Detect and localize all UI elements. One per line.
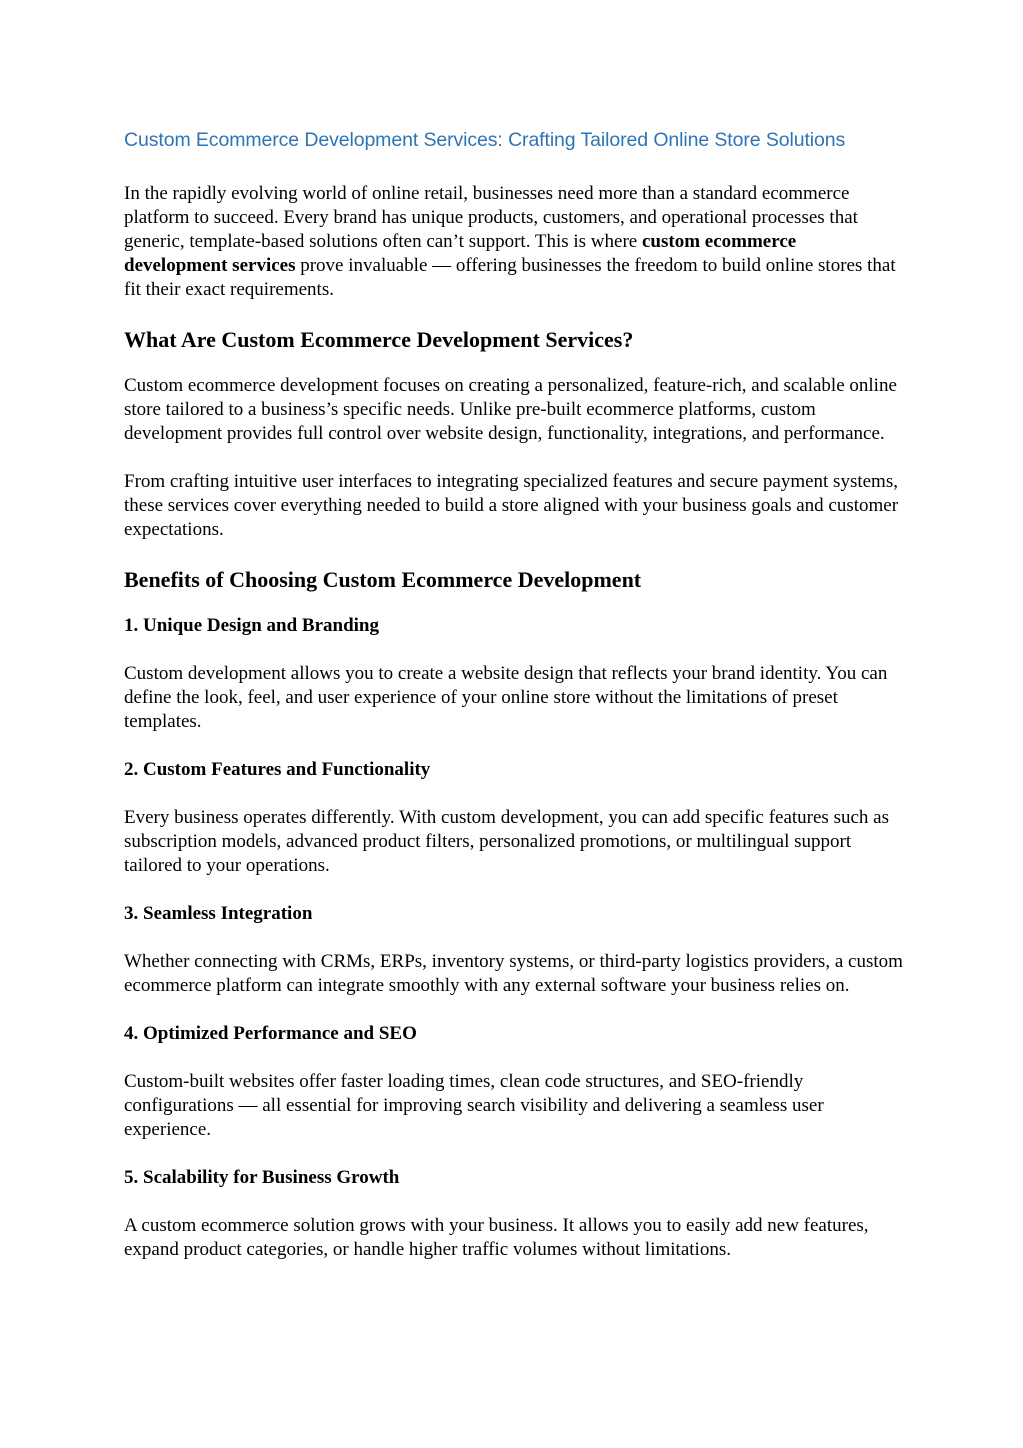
document-page [124,126,904,1286]
section-heading-benefits: Benefits of Choosing Custom Ecommerce Development [124,567,642,592]
benefit-text: Custom-built websites offer faster loading times, clean code structures, and SEO-friendly configurations — all essential for improving search visibility and delivering a seamless user experience. [124,1071,824,1140]
section-heading-what-are: What Are Custom Ecommerce Development Services? [124,327,634,352]
benefit-title: 1. Unique Design and Branding [124,615,379,636]
benefit-title: 5. Scalability for Business Growth [124,1167,400,1188]
benefit-title: 2. Custom Features and Functionality [124,759,431,780]
benefit-title: 4. Optimized Performance and SEO [124,1023,417,1044]
intro-text-after: prove invaluable — offering businesses the freedom to build online stores that fit their exact requirements. [124,255,896,300]
benefit-text: Whether connecting with CRMs, ERPs, inventory systems, or third-party logistics providers, a custom ecommerce platform can integrate smoothly with any external software your business relies on. [124,951,903,996]
intro-text-before: In the rapidly evolving world of online retail, businesses need more than a standard ecommerce platform to succeed. Every brand has unique products, customers, and operational processes that generic, template-based solutions often can’t support. This is where [124,183,858,252]
section1-paragraph: From crafting intuitive user interfaces to integrating specialized features and secure payment systems, these services cover everything needed to build a store aligned with your business goals and customer expectations. [124,471,899,540]
benefit-text: A custom ecommerce solution grows with your business. It allows you to easily add new features, expand product categories, or handle higher traffic volumes without limitations. [124,1215,869,1260]
section1-paragraph: Custom ecommerce development focuses on creating a personalized, feature-rich, and scalable online store tailored to a business’s specific needs. Unlike pre-built ecommerce platforms, custom development provides full control over website design, functionality, integrations, and performance. [124,375,897,444]
benefit-text: Custom development allows you to create a website design that reflects your brand identity. You can define the look, feel, and user experience of your online store without the limitations of preset templates. [124,663,888,732]
benefit-text: Every business operates differently. With custom development, you can add specific features such as subscription models, advanced product filters, personalized promotions, or multilingual support tailored to your operations. [124,807,889,876]
benefit-title: 3. Seamless Integration [124,903,313,924]
intro-bold-phrase: custom ecommerce development services [124,231,797,276]
intro-paragraph [124,182,904,302]
document-title: Custom Ecommerce Development Services: Crafting Tailored Online Store Solutions [124,129,846,151]
